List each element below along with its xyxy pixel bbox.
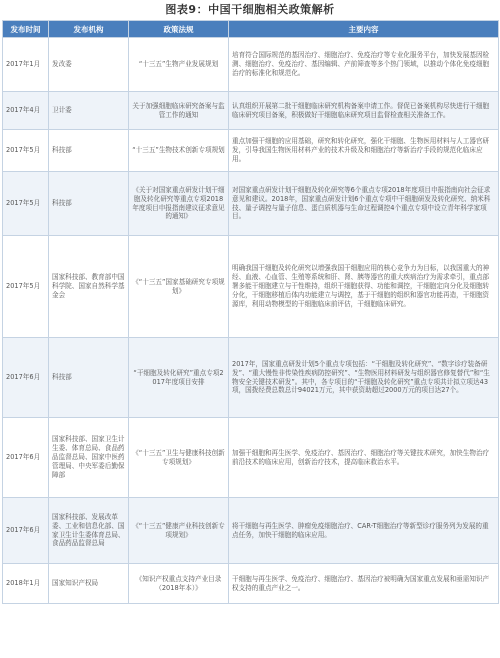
page-title: 图表9：中国干细胞相关政策解析 bbox=[165, 3, 335, 16]
table-row bbox=[3, 236, 499, 338]
row-policy: “干细胞及转化研究”重点专项2017年度项目安排 bbox=[129, 338, 229, 418]
row-content: 明确我国干细胞及转化研究以增强我国干细胞应用的核心竞争力为目标，以我国重大的神经、血液、心血管、生殖等系统和肝、肾、胰等器官的重大疾病治疗为需求牵引，重点部署多能干细胞建立与干性维持，组织干细胞获得、功能和调控，干细胞定向分化及细胞转分化，干细胞移植后体内功能建立与调控，基于干细胞的组织和器官功能再造，干细胞资源库，利用动物模型的干细胞临床前评估，干细胞临床研究。 bbox=[229, 236, 499, 338]
row-date: 2017年5月 bbox=[3, 130, 49, 172]
policy-table bbox=[2, 20, 499, 604]
table-row bbox=[3, 498, 499, 564]
row-agency: 国家知识产权局 bbox=[49, 564, 129, 604]
row-date: 2017年6月 bbox=[3, 418, 49, 498]
table-row bbox=[3, 92, 499, 130]
row-agency: 国家科技部、教育部中国科学院、国家自然科学基金会 bbox=[49, 236, 129, 338]
row-content: 重点加强干细胞的应用基础，研究和转化研究，强化干细胞、生物医用材料与人工器官研发，引导我国生物医用材料产业的技术升级及和细胞治疗等新治疗手段的规范化临床应用。 bbox=[229, 130, 499, 172]
row-content: 培育符合国际规范的基因治疗、细胞治疗、免疫治疗等专业化服务平台，加快发展基因检测、细胞治疗、免疫治疗、基因编辑、产前筛查等多个热门领域，以推动个体化免疫细胞治疗的标准化和规范化。 bbox=[229, 38, 499, 92]
row-content: 干细胞与再生医学、免疫治疗、细胞治疗、基因治疗被明确为国家重点发展和亟需知识产权支持的重点产业之一。 bbox=[229, 564, 499, 604]
row-date: 2017年4月 bbox=[3, 92, 49, 130]
row-date: 2017年6月 bbox=[3, 338, 49, 418]
row-policy: 《“十三五”卫生与健康科技创新专项规划》 bbox=[129, 418, 229, 498]
header-date: 发布时间 bbox=[3, 21, 49, 38]
row-content: 2017年，国家重点研发计划5个重点专项包括：“干细胞及转化研究”、“数字诊疗装备研发”、“重大慢性非传染性疾病防控研究”、“生物医用材料研发与组织器官修复替代”和“生物安全关键技术研发”。其中，各专项目的“干细胞及转化研究”重点专项共计拟立项达43项，国拨经费总数总计94021万元，其中获资助超过2000万元的项目达27个。 bbox=[229, 338, 499, 418]
row-policy: 《知识产权重点支持产业目录（2018年本）》 bbox=[129, 564, 229, 604]
table-row bbox=[3, 418, 499, 498]
header-content: 主要内容 bbox=[229, 21, 499, 38]
row-date: 2017年1月 bbox=[3, 38, 49, 92]
table-row bbox=[3, 172, 499, 236]
row-content: 对国家重点研发计划干细胞及转化研究等6个重点专项2018年度项目申报指南向社会征求意见和建议。2018年，国家重点研发计划6个重点专项中干细胞研发及转化研究、纳米科技、量子调控与量子信息、蛋白质机器与生命过程调控4个重点专项中设立青年科学家项目。 bbox=[229, 172, 499, 236]
row-date: 2017年6月 bbox=[3, 498, 49, 564]
row-agency: 发改委 bbox=[49, 38, 129, 92]
table-row bbox=[3, 338, 499, 418]
row-policy: 《“十三五”国家基础研究专项规划》 bbox=[129, 236, 229, 338]
row-content: 将干细胞与再生医学、肿瘤免疫细胞治疗、CAR-T细胞治疗等新型诊疗服务列为发展的重点任务，加快干细胞的临床应用。 bbox=[229, 498, 499, 564]
header-agency: 发布机构 bbox=[49, 21, 129, 38]
row-content: 认真组织开展第二批干细胞临床研究机构备案申请工作。督促已备案机构尽快进行干细胞临床研究项目备案，积极做好干细胞临床研究项目监督检查相关准备工作。 bbox=[229, 92, 499, 130]
table-row bbox=[3, 564, 499, 604]
row-agency: 科技部 bbox=[49, 172, 129, 236]
row-policy: “十三五”生物产业发展规划 bbox=[129, 38, 229, 92]
row-policy: 关于加强细胞临床研究备案与监管工作的通知 bbox=[129, 92, 229, 130]
row-date: 2017年5月 bbox=[3, 172, 49, 236]
table-header-row bbox=[3, 21, 499, 38]
row-agency: 国家科技部、发展改革委、工业和信息化部、国家卫生计生委体育总局、食品药品监督总局 bbox=[49, 498, 129, 564]
row-policy: 《“十三五”健康产业科技创新专项规划》 bbox=[129, 498, 229, 564]
row-agency: 国家科技部、国家卫生计生委、体育总局、食品药品监督总局、国家中医药管理局、中央军委后勤保障部 bbox=[49, 418, 129, 498]
header-policy: 政策法规 bbox=[129, 21, 229, 38]
row-content: 加强干细胞和再生医学、免疫治疗、基因治疗、细胞治疗等关键技术研究，加快生物治疗前沿技术的临床应用，创新治疗技术，提高临床救治水平。 bbox=[229, 418, 499, 498]
row-policy: 《关于对国家重点研发计划干细胞及转化研究等重点专项2018年度项目申报指南建议征求意见的通知》 bbox=[129, 172, 229, 236]
row-agency: 卫计委 bbox=[49, 92, 129, 130]
row-date: 2017年5月 bbox=[3, 236, 49, 338]
table-row bbox=[3, 130, 499, 172]
row-policy: “十三五”生物技术创新专项规划 bbox=[129, 130, 229, 172]
row-agency: 科技部 bbox=[49, 338, 129, 418]
row-agency: 科技部 bbox=[49, 130, 129, 172]
row-date: 2018年1月 bbox=[3, 564, 49, 604]
table-row bbox=[3, 38, 499, 92]
